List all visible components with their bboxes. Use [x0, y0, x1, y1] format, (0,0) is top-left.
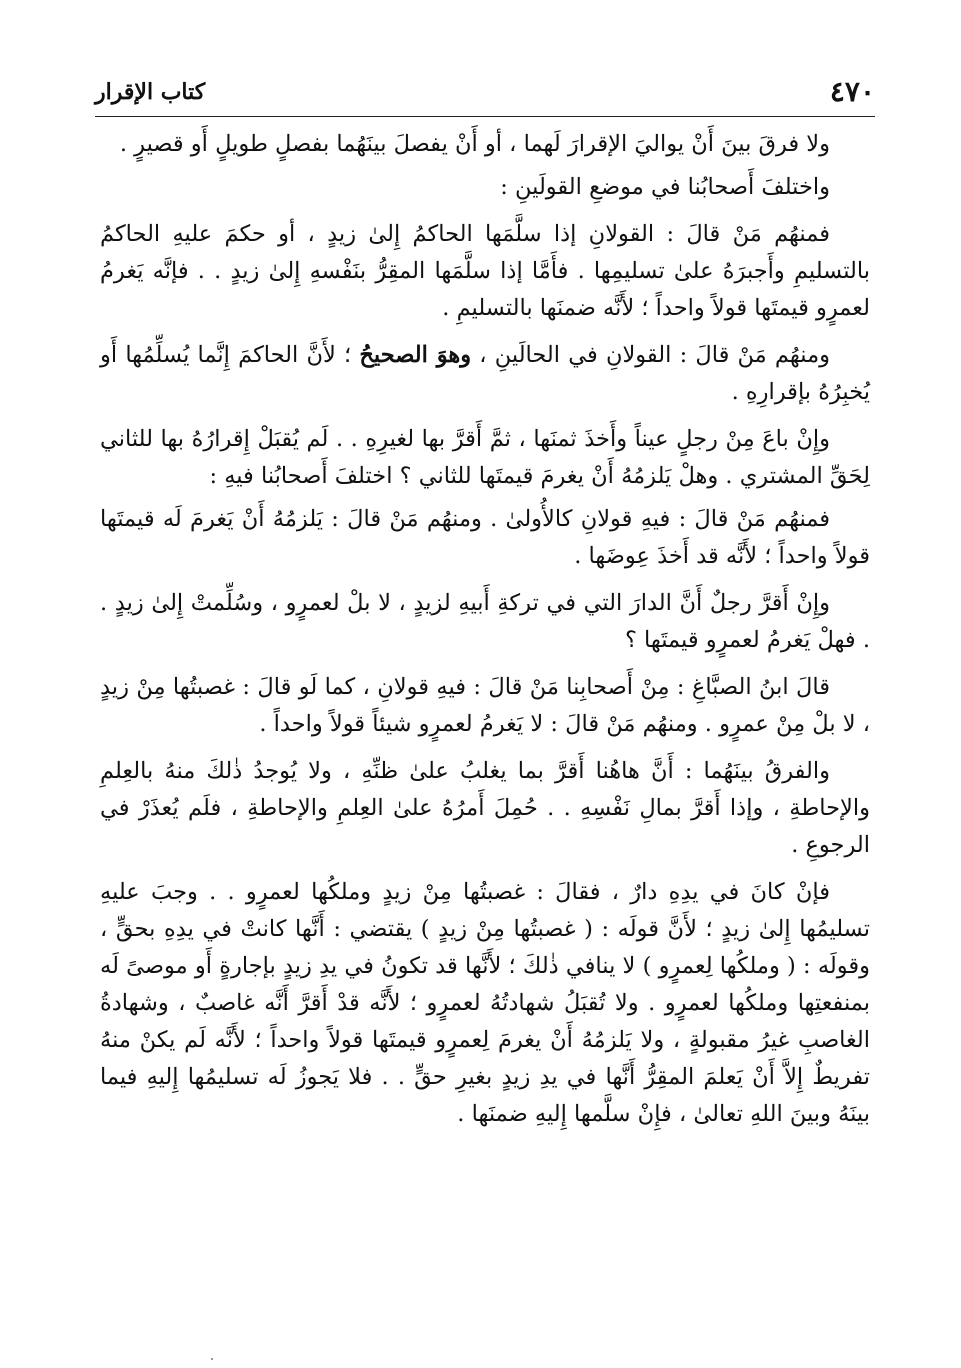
- paragraph-3: فمنهُم مَنْ قالَ : القولانِ إذا سلَّمَها الحاكمُ إِلىٰ زيدٍ ، أو حكمَ عليهِ الحاكمُ بالتسليمِ وأَجبرَهُ علىٰ تسليمِها . فأَمَّا إذا سلَّمَها المقِرُّ بنَفْسهِ إِلىٰ زيدٍ . . فإنَّه يَغرمُ لعمرٍو قيمتَها قولاً واحداً ؛ لأَنَّه ضمنَها بالتسليمِ .: [100, 221, 870, 321]
- scan-speck: [211, 1358, 213, 1360]
- paragraph-4-text-end: ؛ لأَنَّ الحاكمَ إِنَّما يُسلِّمُها أَو يُخبِرُهُ بإقرارِهِ .: [100, 342, 870, 405]
- paragraph-2: واختلفَ أَصحابُنا في موضعِ القولَينِ :: [500, 174, 830, 200]
- paragraph-8: قالَ ابنُ الصبَّاغِ : مِنْ أَصحابِنا مَنْ قالَ : فيهِ قولانِ ، كما لَو قالَ : غصبتُها مِنْ زيدٍ ، لا بلْ مِنْ عمرٍو . ومنهُم مَنْ قالَ : لا يَغرمُ لعمرٍو شيئاً قولاً واحداً .: [100, 674, 870, 737]
- paragraph-1: ولا فرقَ بينَ أَنْ يواليَ الإقرارَ لَهما ، أو أَنْ يفصلَ بينَهُما بفصلٍ طويلٍ أَو قصيرٍ .: [119, 131, 830, 157]
- book-title: كتاب الإقرار: [95, 79, 206, 105]
- paragraph-4-text-start: ومنهُم مَنْ قالَ : القولانِ في الحالَينِ ،: [471, 342, 830, 368]
- paragraph-6: فمنهُم مَنْ قالَ : فيهِ قولانِ كالأُولىٰ . ومنهُم مَنْ قالَ : يَلزمُهُ أَنْ يَغرمَ لَه قيمتَها قولاً واحداً ؛ لأَنَّه قد أَخذَ عِوضَها .: [100, 506, 870, 569]
- paragraph-5: وإِنْ باعَ مِنْ رجلٍ عيناً وأَخذَ ثمنَها ، ثمَّ أَقرَّ بها لغيرِهِ . . لَم يُقبَلْ إِقرارُهُ بها للثاني لِحَقِّ المشتري . وهلْ يَلزمُهُ أَنْ يغرمَ قيمتَها للثاني ؟ اختلفَ أَصحابُنا فيهِ :: [100, 426, 870, 489]
- page-header: [95, 72, 875, 112]
- page-number: ٤٧٠: [829, 75, 875, 108]
- page-body: [100, 126, 870, 1139]
- paragraph-4-bold-phrase: وهوَ الصحيحُ: [359, 342, 472, 368]
- paragraph-9: والفرقُ بينَهُما : أَنَّ هاهُنا أَقرَّ بما يغلبُ علىٰ ظنِّهِ ، ولا يُوجدُ ذٰلكَ منهُ بالعِلمِ والإحاطةِ ، وإذا أَقرَّ بمالِ نَفْسِهِ . . حُمِلَ أَمرُهُ علىٰ العِلمِ والإحاطةِ ، فلَم يُعذَرْ في الرجوعِ .: [100, 758, 870, 858]
- paragraph-7: وإِنْ أَقرَّ رجلٌ أَنَّ الدارَ التي في تركةِ أَبيهِ لزيدٍ ، لا بلْ لعمرٍو ، وسُلِّمتْ إِلىٰ زيدٍ . . فهلْ يَغرمُ لعمرٍو قيمتَها ؟: [100, 590, 870, 653]
- paragraph-4: [100, 337, 870, 411]
- header-divider: [95, 116, 875, 117]
- paragraph-10: فإنْ كانَ في يدِهِ دارٌ ، فقالَ : غصبتُها مِنْ زيدٍ وملكُها لعمرٍو . . وجبَ عليهِ تسليمُها إِلىٰ زيدٍ ؛ لأَنَّ قولَه : ( غصبتُها مِنْ زيدٍ ) يقتضي : أَنَّها كانتْ في يدِهِ بحقٍّ ، وقولَه : ( وملكُها لِعمرٍو ) لا ينافي ذٰلكَ ؛ لأَنَّها قد تكونُ في يدِ زيدٍ بإجارةٍ أَو موصىً لَه بمنفعتِها وملكُها لعمرٍو . ولا تُقبَلُ شهادتُهُ لعمرٍو ؛ لأَنَّه قدْ أَقرَّ أَنَّه غاصبٌ ، وشهادةُ الغاصبِ غيرُ مقبولةٍ ، ولا يَلزمُهُ أَنْ يغرمَ لِعمرٍو قيمتَها قولاً واحداً ؛ لأَنَّه لَم يكنْ منهُ تفريطٌ إِلاَّ أَنْ يَعلمَ المقِرُّ أَنَّها في يدِ زيدٍ بغيرِ حقٍّ . . فلا يَجوزُ لَه تسليمُها إِليهِ فيما بينَهُ وبينَ اللهِ تعالىٰ ، فإِنْ سلَّمها إِليهِ ضمنَها .: [100, 879, 870, 1127]
